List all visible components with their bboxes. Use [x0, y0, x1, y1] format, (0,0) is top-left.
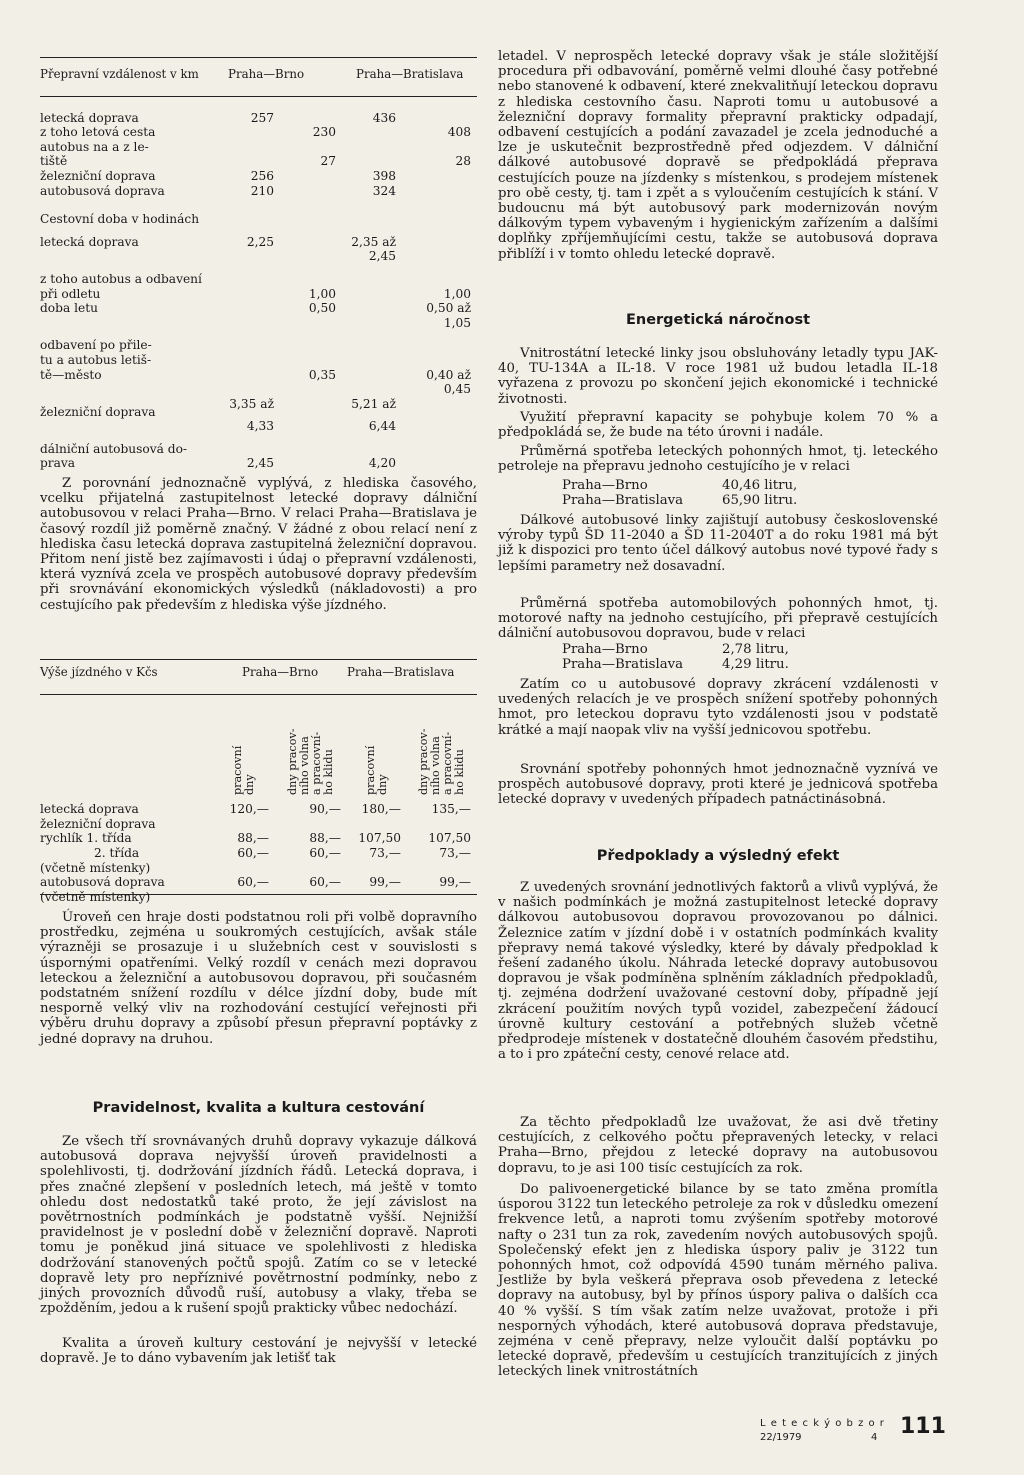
row-label: [40, 316, 228, 331]
diesel-row: Praha—Brno 2,78 litru,: [562, 642, 789, 657]
air-fuel-paragraph: Průměrná spotřeba leteckých pohonných hmot, tj. leteckého petroleje na přepravu jednoho cestujícího je v relaci: [498, 444, 938, 475]
table-row: [40, 846, 477, 861]
section-heading-regularity: Pravidelnost, kvalita a kultura cestování: [92, 1100, 425, 1116]
table-row: [40, 249, 477, 264]
table-cell: 398: [372, 168, 396, 183]
air-fuel-row: Praha—Brno 40,46 litru,: [562, 478, 798, 493]
row-label: autobus na a z le-: [40, 139, 149, 154]
vertical-subheader: dny pracov- ního volna a pracovní- ho klidu: [417, 728, 466, 795]
table-cell: [342, 368, 402, 383]
table-row: [40, 802, 477, 817]
table-cell: [342, 330, 402, 353]
table-cell: 0,45: [443, 382, 471, 397]
table-row: [40, 301, 477, 316]
passengers-paragraph: Za těchto předpokladů lze uvažovat, že asi dvě třetiny cestujících, z celkového počtu přepravených letecky, v relaci Praha—Brno, přejdou z letecké dopravy na autobusovou dopravu, to je asi 100 tisíc cestujících za rok.: [498, 1115, 938, 1176]
table-row: [40, 456, 477, 471]
magazine-name: L e t e c k ý o b z o r: [760, 1418, 885, 1429]
table-cell: [342, 264, 402, 287]
vertical-subheader: pracovní dny: [230, 745, 256, 795]
assumptions-paragraph: Z uvedených srovnání jednotlivých faktorů a vlivů vyplývá, že v našich podmínkách je možná zastupitelnost letecké dopravy dálkovou autobusovou dopravou provozovanou po dálnici. Železnice zatím v jízdní době i v ostatních podmínkách kvality přepravy nemá takové výsledky, které by dávaly předpoklad k řešení zadaného úkolu. Náhrada letecké dopravy autobusovou dopravou je však podmíněna splněním základních předpokladů, tj. zejména dodržení uvažované cestovní doby, případně její zkrácení použitím nových typů vozidel, zabezpečení žádoucí úrovně kultury cestování a potřebných služeb včetně předprodeje místenek v dostatečně dlouhém časovém předstihu, a to i pro zpáteční cesty, cenové relace atd.: [498, 880, 938, 1063]
table-cell: 0,50 až: [426, 301, 471, 316]
table-cell: 257: [250, 110, 274, 125]
table-cell: 2,45: [246, 456, 274, 471]
row-label: autobusová doprava: [40, 875, 165, 890]
row-label: tiště: [40, 154, 68, 169]
table-cell: 3,35 až: [229, 396, 274, 411]
fare-table-top-rule: [40, 659, 477, 660]
spacer: [40, 227, 477, 235]
row-label: letecká doprava: [40, 110, 139, 125]
regularity-paragraph: Ze všech tří srovnávaných druhů dopravy vykazuje dálková autobusová doprava nejvyšší úroveň pravidelnosti a spolehlivosti, tj. dodržování jízdních řádů. Letecká doprava, i přes značné zlepšení v posledních letech, má ještě v tomto ohledu dost nedostatků také proto, že její závislost na povětrnostních podmínkách je podstatně vyšší. Nejnižší pravidelnost je v poslední době v železniční dopravě. Naproti tomu je poněkud jiná situace ve spolehlivosti z hlediska dodržování stanovených počtů spojů. Zatím co se v letecké dopravě lety pro nepříznivé povětrnostní podmínky, nebo z jiných provozních důvodů ruší, autobusy a vlaky, třeba se zpožděním, jedou a k rušení spojů prakticky vůbec nedochází.: [40, 1134, 477, 1317]
bus-types-paragraph: Dálkové autobusové linky zajištují autobusy československé výroby typů ŠD 11-2040 a ŠD 11-2040T a do roku 1981 má být již k dispozici pro tento účel dálkový autobus nové typové řady s lepšími parametry než dosavadní.: [498, 513, 938, 574]
row-label: z toho autobus a odbavení: [40, 271, 202, 286]
spacer: [40, 96, 477, 111]
table-cell: [347, 890, 407, 905]
table-cell: [280, 264, 342, 287]
table-cell: [275, 861, 347, 876]
table-cell: [280, 397, 342, 420]
table-cell: [402, 169, 477, 184]
vertical-subheader: dny pracov- ního volna a pracovní- ho klidu: [286, 728, 335, 795]
table-cell: [228, 368, 280, 383]
table-cell: 1,05: [443, 315, 471, 330]
column-header: Praha—Bratislava: [356, 67, 464, 81]
fuel-balance-paragraph: Do palivoenergetické bilance by se tato změna promítla úsporou 3122 tun leteckého petroleje za rok v důsledku omezení frekvence letů, a naproti tomu zvýšením spotřeby motorové nafty o 231 tun za rok, zavedením nových autobusových spojů. Společenský efekt jen z hlediska úspory paliv je 3122 tun pohonných hmot, což odpovídá 4590 tunám měrného paliva. Jestliže by byla veškerá přeprava osob převedena z letecké dopravy na autobusy, byl by přínos úspory paliva o dalších cca 40 % vyšší. S tím však zatím nelze uvažovat, protože i při nesporných výhodách, které autobusová doprava představuje, zejména v ceně přepravy, nelze vyloučit další poptávku po letecké dopravě, především u cestujících tranzitujících z jiných leteckých linek vnitrostátních: [498, 1182, 938, 1380]
fare-table-bottom-rule: [40, 894, 477, 895]
table-cell: [402, 419, 477, 434]
fuel-comparison-paragraph: Srovnání spotřeby pohonných hmot jednoznačně vyznívá ve prospěch autobusové dopravy, proti které je jednicová spotřeba letecké dopravy v uvedených případech patnáctinásobná.: [498, 762, 938, 808]
price-paragraph: Úroveň cen hraje dosti podstatnou roli při volbě dopravního prostředku, zejména u soukromých cestujících, avšak stále výrazněji se prosazuje i u služebních cest v souvislosti s úspornými opatřeními. Velký rozdíl v cenách mezi dopravou leteckou a železniční a autobusovou dopravou, při současném podstatném snížení rozdílu v délce jízdní doby, bude mít nesporně velký vliv na rozhodování cestující veřejnosti při výběru druhu dopravy a způsobí přesun přepravní poptávky z jedné dopravy na druhou.: [40, 910, 477, 1047]
table-cell: [228, 264, 280, 287]
issue-number: 4: [871, 1432, 878, 1443]
section-heading-assumptions: Předpoklady a výsledný efekt: [596, 848, 840, 864]
table-row: [40, 125, 477, 140]
table-row: [40, 368, 477, 383]
table-cell: [280, 111, 342, 126]
table-cell: [228, 301, 280, 316]
distance-time-table: [40, 67, 477, 471]
table-row: [40, 184, 477, 199]
table-cell: 4,33: [246, 419, 274, 434]
row-label: (včetně místenky): [40, 860, 151, 875]
table-cell: 28: [455, 154, 471, 169]
table-cell: 60,—: [309, 875, 341, 890]
distance-fuel-paragraph: Zatím co u autobusové dopravy zkrácení vzdálenosti v uvedených relacích je ve prospěch snížení spotřeby pohonných hmot, pro leteckou dopravu tyto vzdálenosti jsou v podstatě krátké a mají naopak vliv na vyšší jednicovou spotřebu.: [498, 677, 938, 738]
table-cell: 88,—: [309, 831, 341, 846]
table-cell: [280, 184, 342, 199]
table-cell: [228, 154, 280, 169]
row-label: autobusová doprava: [40, 183, 165, 198]
table-cell: 99,—: [369, 875, 401, 890]
table-cell: 5,21 až: [351, 396, 396, 411]
subheader-cell: [275, 694, 347, 798]
table-cell: [402, 264, 477, 287]
diesel-row: Praha—Bratislava 4,29 litru.: [562, 657, 789, 673]
table-cell: 324: [372, 183, 396, 198]
table-cell: [275, 817, 347, 832]
table-cell: [342, 434, 402, 457]
row-label: tě—město: [40, 367, 102, 382]
table-cell: [280, 249, 342, 264]
subheader-cell: [212, 694, 275, 798]
row-label: železniční doprava: [40, 168, 156, 183]
section-heading-energy: Energetická náročnost: [625, 312, 811, 328]
table-row: [40, 434, 477, 457]
subheader-row: [40, 694, 477, 798]
table-cell: [212, 861, 275, 876]
table-row: [40, 111, 477, 126]
table-cell: [228, 249, 280, 264]
table-cell: [280, 169, 342, 184]
table-cell: [280, 382, 342, 397]
table-cell: 256: [250, 168, 274, 183]
table-cell: [402, 330, 477, 353]
issue-label: 22/1979: [760, 1432, 802, 1443]
table-cell: [407, 861, 477, 876]
table-cell: [342, 287, 402, 302]
table-cell: [402, 235, 477, 250]
column-header: Praha—Bratislava: [347, 665, 455, 679]
row-label: železniční doprava: [40, 816, 156, 831]
column-header: Praha—Brno: [228, 67, 305, 81]
table-cell: 120,—: [229, 802, 269, 817]
subheader-cell: [347, 694, 407, 798]
table-row: [40, 169, 477, 184]
row-label: z toho letová cesta: [40, 125, 156, 140]
section-title: Cestovní doba v hodinách: [40, 212, 200, 227]
table-cell: 88,—: [237, 831, 269, 846]
empty-cell: [40, 694, 212, 798]
table-cell: 60,—: [237, 875, 269, 890]
table-cell: 90,—: [309, 802, 341, 817]
header-rule: [40, 680, 477, 695]
table-top-rule: [40, 57, 477, 58]
table-cell: [228, 316, 280, 331]
row-label: letecká doprava: [40, 802, 139, 817]
table-cell: [342, 154, 402, 169]
table-cell: [228, 382, 280, 397]
table-cell: [212, 890, 275, 905]
table-row: [40, 287, 477, 302]
spacer: [40, 198, 477, 212]
table-cell: [402, 140, 477, 155]
table-row: [40, 140, 477, 155]
table-cell: 73,—: [369, 845, 401, 860]
table-cell: 99,—: [439, 875, 471, 890]
table-row: [40, 817, 477, 832]
table-cell: [228, 287, 280, 302]
table-cell: [402, 397, 477, 420]
table-cell: 436: [372, 110, 396, 125]
fare-table: [40, 665, 477, 904]
table-cell: [280, 419, 342, 434]
table-cell: [228, 125, 280, 140]
air-fuel-values: [562, 478, 797, 508]
table-cell: [347, 817, 407, 832]
aircraft-paragraph: Vnitrostátní letecké linky jsou obsluhovány letadly typu JAK-40, TU-134A a IL-18. V roce 1981 už budou letadla IL-18 vyřazena z provozu po skončení jejich ekonomické i technické životnosti.: [498, 346, 938, 407]
table-cell: [280, 235, 342, 250]
row-label: rychlík 1. třída: [40, 831, 132, 846]
row-label: [40, 419, 228, 434]
table-cell: [228, 330, 280, 353]
odbaveni-paragraph: letadel. V neprospěch letecké dopravy však je stále složitější procedura při odbavování, poměrně velmi dlouhé časy potřebné nebo stanovené k odbavení, které znekvalitňují leteckou dopravu z hlediska cestovního času. Naproti tomu u autobusové a železniční dopravy formality přepravní prakticky odpadají, odbavení cestujících a podání zavazadel je zcela jednoduché a lze je uskutečnit bezprostředně před odjezdem. V dálniční dálkové autobusové dopravě se předpokládá přeprava cestujících pouze na jízdenky s místenkou, s prodejem místenek pro obě cesty, tj. tam i zpět a s vyloučením cestujících k stání. V budoucnu má být autobusový park modernizován novým dálkovým typem vybaveným i hygienickým zařízením a dalšími doplňky zpříjemňujícími cestu, takže se autobusová doprava přiblíží i v tomto ohledu letecké dopravě.: [498, 49, 938, 262]
table-cell: 107,50: [358, 831, 401, 846]
table-cell: 0,40 až: [426, 367, 471, 382]
table-cell: [342, 382, 402, 397]
table-cell: 230: [312, 125, 336, 140]
capacity-paragraph: Využití přepravní kapacity se pohybuje kolem 70 % a předpokládá se, že bude na této úrovni i nadále.: [498, 410, 938, 441]
table-cell: 2,35 až: [351, 234, 396, 249]
diesel-paragraph: Průměrná spotřeba automobilových pohonných hmot, tj. motorové nafty na jednoho cestujícího, při přepravě cestujících dálniční autobusovou dopravou, bude v relaci: [498, 596, 938, 642]
table-cell: [347, 861, 407, 876]
row-label: (včetně místenky): [40, 889, 151, 904]
table-cell: [402, 353, 477, 368]
table-cell: 107,50: [428, 831, 471, 846]
table-cell: 27: [320, 154, 336, 169]
table-cell: 1,00: [443, 286, 471, 301]
table-row: [40, 330, 477, 353]
table-cell: 210: [250, 183, 274, 198]
table-cell: 60,—: [237, 845, 269, 860]
table-cell: 4,20: [368, 456, 396, 471]
table-cell: 73,—: [439, 845, 471, 860]
header-rule: [40, 82, 477, 97]
subheader-cell: [407, 694, 477, 798]
column-header: Přepravní vzdálenost v km: [40, 67, 199, 81]
table-cell: 135,—: [431, 802, 471, 817]
row-label: při odletu: [40, 286, 101, 301]
culture-paragraph: Kvalita a úroveň kultury cestování je nejvyšší v letecké dopravě. Je to dáno vybavením jak letišť tak: [40, 1336, 477, 1367]
row-label: tu a autobus letiš-: [40, 352, 152, 367]
column-header: Výše jízdného v Kčs: [40, 665, 158, 679]
row-label: odbavení po přile-: [40, 338, 152, 353]
table-cell: 1,00: [308, 286, 336, 301]
table-row: [40, 382, 477, 397]
table-row: [40, 235, 477, 250]
row-label: 2. třída: [94, 845, 140, 860]
page-number: 111: [900, 1414, 946, 1439]
table-cell: [402, 456, 477, 471]
table-cell: [407, 817, 477, 832]
table-cell: [402, 249, 477, 264]
table-cell: 180,—: [361, 802, 401, 817]
table-row: [40, 419, 477, 434]
table-cell: 2,25: [246, 234, 274, 249]
table-cell: [402, 184, 477, 199]
table-cell: [228, 353, 280, 368]
table-cell: [280, 330, 342, 353]
column-header: Praha—Brno: [242, 665, 319, 679]
table-cell: [228, 140, 280, 155]
table-row: [40, 861, 477, 876]
table-row: [40, 154, 477, 169]
table-cell: [407, 890, 477, 905]
table-cell: 6,44: [368, 419, 396, 434]
row-label: dálniční autobusová do-: [40, 441, 188, 456]
table-cell: [228, 434, 280, 457]
table-cell: [342, 125, 402, 140]
table-cell: 0,35: [308, 367, 336, 382]
table-cell: [342, 316, 402, 331]
table-row: [40, 875, 477, 890]
table-header-row: [40, 665, 477, 680]
table-cell: 60,—: [309, 845, 341, 860]
table-cell: [342, 301, 402, 316]
table-row: [40, 353, 477, 368]
table-row: [40, 316, 477, 331]
table-cell: [280, 456, 342, 471]
row-label: letecká doprava: [40, 234, 139, 249]
table-cell: 2,45: [368, 249, 396, 264]
table-cell: [402, 434, 477, 457]
vertical-subheader: pracovní dny: [364, 745, 389, 795]
diesel-values: [562, 642, 789, 672]
table-cell: 408: [447, 125, 471, 140]
table-row: [40, 264, 477, 287]
table-row: [40, 890, 477, 905]
table-cell: [342, 140, 402, 155]
section-title-row: [40, 212, 477, 227]
row-label: doba letu: [40, 301, 98, 316]
table-header-row: [40, 67, 477, 82]
table-cell: [212, 817, 275, 832]
row-label: prava: [40, 456, 76, 471]
table-row: [40, 397, 477, 420]
air-fuel-row: Praha—Bratislava 65,90 litru.: [562, 493, 798, 509]
table-cell: [280, 353, 342, 368]
table-cell: 0,50: [308, 301, 336, 316]
table-cell: [275, 890, 347, 905]
comparison-paragraph: Z porovnání jednoznačně vyplývá, z hlediska časového, vcelku přijatelná zastupitelnost letecké dopravy dálniční autobusovou v relaci Praha—Brno. V relaci Praha—Bratislava je časový rozdíl již poměrně značný. V žádné z obou relací není z hlediska času letecká doprava zastupitelná železniční dopravou. Přitom není jistě bez zajímavosti i údaj o přepravní vzdálenosti, která vyznívá zcela ve prospěch autobusové dopravy především při srovnávání ekonomických výsledků (nákladovosti) a pro cestujícího pak především z hlediska výše jízdného.: [40, 476, 477, 613]
row-label: železniční doprava: [40, 404, 156, 419]
row-label: [40, 249, 228, 264]
table-cell: [280, 434, 342, 457]
row-label: [40, 382, 228, 397]
table-cell: [280, 316, 342, 331]
table-cell: [280, 140, 342, 155]
table-row: [40, 831, 477, 846]
table-cell: [402, 111, 477, 126]
table-cell: [342, 353, 402, 368]
